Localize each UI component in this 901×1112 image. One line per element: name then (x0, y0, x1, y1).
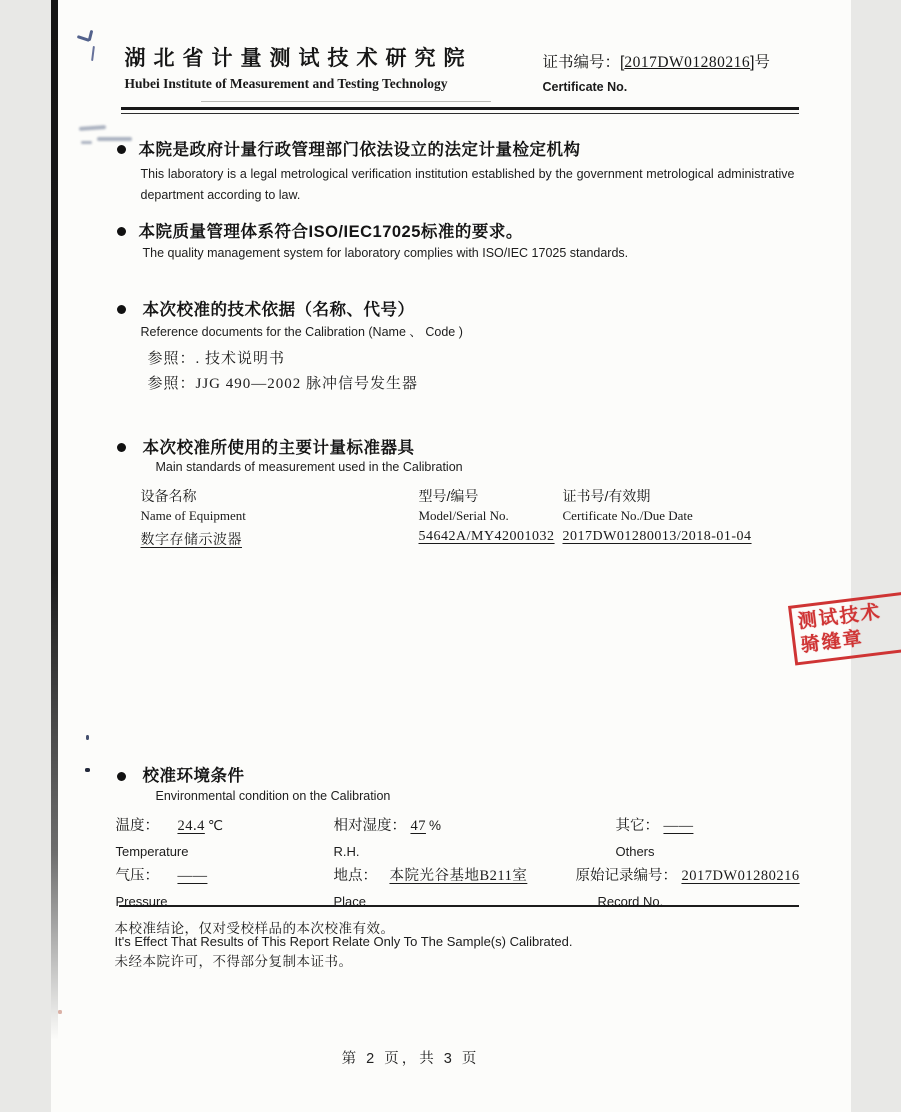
pressure-field (116, 864, 208, 885)
humidity-field (334, 814, 441, 835)
column-header-en: Model/Serial No. (418, 508, 509, 523)
place-label-en: Place (333, 894, 367, 909)
environment-divider (119, 905, 799, 907)
column-header-cn: 设备名称 (140, 488, 197, 504)
pressure-value: —— (177, 868, 208, 884)
others-label-cn: 其它： (615, 818, 659, 834)
certificate-bracket-open: [ (620, 54, 625, 71)
record-no-value: 2017DW01280216 (681, 868, 800, 884)
bullet-icon (117, 305, 126, 314)
standards-title-en: Main standards of measurement used in the Calibration (155, 460, 463, 474)
institute-title-cn: 湖北省计量测试技术研究院 (124, 47, 473, 70)
standards-column-certificate (563, 486, 752, 545)
reference-item: 参照：JJG 490—2002 脉冲信号发生器 (147, 376, 419, 392)
stamp-line-1: 测试技术 (796, 601, 883, 634)
certificate-number-label-cn: 证书编号： (542, 54, 621, 71)
pressure-label-cn: 气压： (115, 868, 159, 884)
others-value: —— (663, 818, 694, 834)
note-validity-cn: 本校准结论，仅对受校样品的本次校准有效。 (114, 921, 395, 936)
column-header-cn: 型号/编号 (418, 488, 479, 504)
institute-title-en: Hubei Institute of Measurement and Testing Technology (124, 76, 448, 91)
bullet-icon (117, 772, 126, 781)
column-header-en: Name of Equipment (140, 508, 246, 523)
scan-edge-strip (51, 0, 58, 1040)
reference-item: 参照：. 技术说明书 (147, 351, 286, 367)
certificate-number-value: 2017DW01280216 (624, 54, 751, 71)
smudge-mark (81, 141, 92, 144)
speck-mark (85, 768, 90, 772)
red-straddle-stamp (788, 591, 901, 666)
page-number: 第 2 页，共 3 页 (341, 1051, 480, 1067)
place-value: 本院光谷基地B211室 (389, 868, 528, 884)
certificate-number-line (543, 50, 770, 72)
place-field (334, 864, 528, 885)
standards-column-model (419, 486, 555, 545)
bullet-icon (117, 227, 126, 236)
others-label-en: Others (615, 844, 655, 859)
pressure-label-en: Pressure (115, 894, 168, 909)
temperature-field (116, 814, 224, 835)
place-label-cn: 地点： (333, 868, 377, 884)
certificate-number-label-en: Certificate No. (542, 80, 628, 94)
speck-mark (86, 735, 89, 740)
statement-2-en: The quality management system for laboratory complies with ISO/IEC 17025 standards. (142, 246, 629, 260)
scan-ghost-line (201, 101, 491, 102)
statement-2-cn: 本院质量管理体系符合ISO/IEC17025标准的要求。 (138, 223, 523, 241)
pen-mark (87, 30, 92, 41)
temperature-label-cn: 温度： (115, 818, 159, 834)
humidity-value: 47 (410, 818, 426, 834)
pen-mark (91, 46, 95, 61)
temperature-value: 24.4 (177, 818, 205, 834)
standards-column-equipment (141, 486, 246, 549)
certificate-page (51, 0, 883, 1112)
reference-title-en: Reference documents for the Calibration (Name 、 Code ) (140, 325, 463, 339)
record-no-label-en: Record No. (597, 894, 664, 909)
equipment-name-value: 数字存储示波器 (140, 533, 242, 548)
statement-1-en: This laboratory is a legal metrological verification institution established by the government metrological administrative department according to law. (140, 167, 795, 202)
humidity-label-en: R.H. (333, 844, 360, 859)
smudge-mark (78, 125, 105, 131)
reference-title-cn: 本次校准的技术依据（名称、代号） (142, 301, 415, 319)
bullet-icon (117, 443, 126, 452)
temperature-label-en: Temperature (115, 844, 189, 859)
record-no-label-cn: 原始记录编号： (575, 868, 677, 884)
bullet-icon (117, 145, 126, 154)
header-divider (121, 107, 799, 114)
speck-mark (58, 1010, 62, 1014)
model-serial-value: 54642A/MY42001032 (418, 529, 555, 544)
others-field (616, 814, 694, 835)
smudge-mark (97, 137, 132, 141)
temperature-unit: ℃ (207, 818, 223, 833)
standards-title-cn: 本次校准所使用的主要计量标准器具 (142, 439, 415, 457)
stamp-line-2: 骑缝章 (799, 628, 865, 657)
column-header-cn: 证书号/有效期 (562, 488, 651, 504)
humidity-unit: % (428, 818, 441, 833)
environment-title-en: Environmental condition on the Calibration (155, 789, 391, 803)
certificate-number-suffix: 号 (754, 54, 770, 71)
record-no-field (576, 864, 800, 885)
note-copy-cn: 未经本院许可，不得部分复制本证书。 (114, 954, 353, 969)
certificate-bracket-close: ] (750, 54, 755, 71)
environment-title-cn: 校准环境条件 (142, 767, 245, 785)
statement-1-cn: 本院是政府计量行政管理部门依法设立的法定计量检定机构 (138, 141, 581, 159)
note-validity-en: It's Effect That Results of This Report Relate Only To The Sample(s) Calibrated. (114, 934, 573, 949)
column-header-en: Certificate No./Due Date (562, 508, 693, 523)
humidity-label-cn: 相对湿度： (333, 818, 406, 834)
certificate-due-value: 2017DW01280013/2018-01-04 (562, 529, 752, 544)
